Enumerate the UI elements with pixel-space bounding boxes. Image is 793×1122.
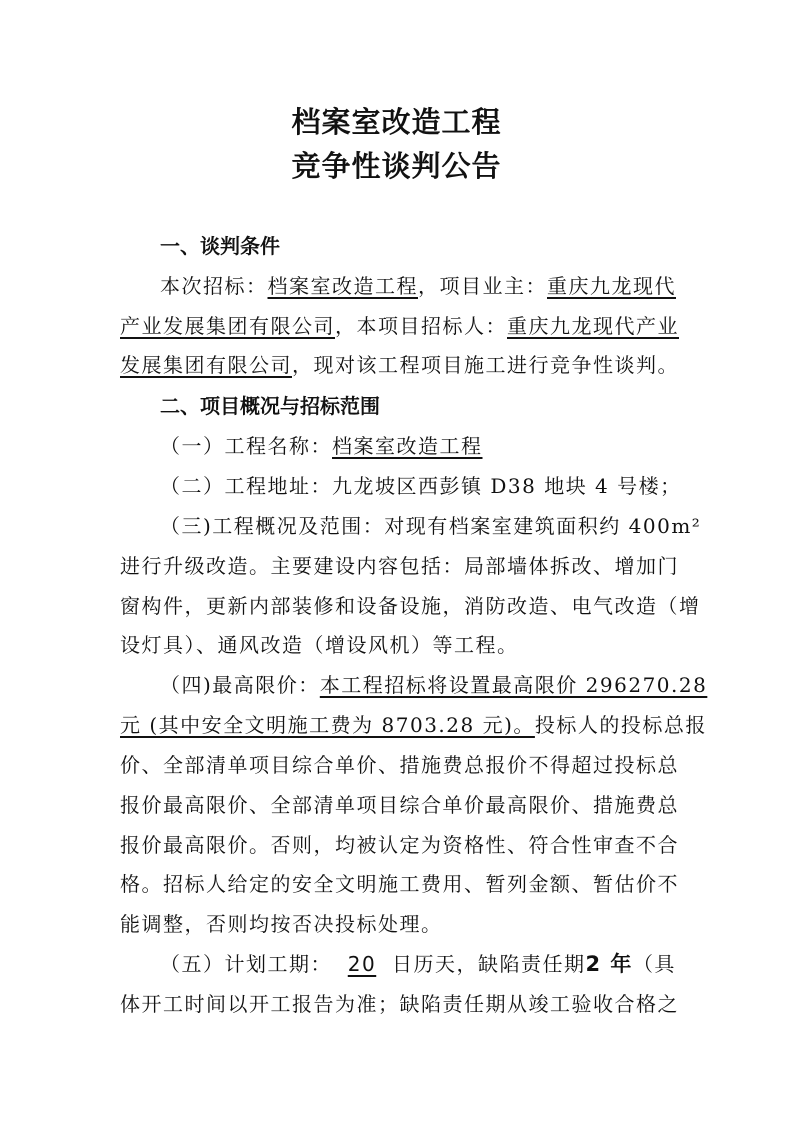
- paragraph-line: （三)工程概况及范围：对现有档案室建筑面积约 400m²: [160, 514, 702, 538]
- section-1-heading: 一、谈判条件: [160, 234, 280, 258]
- owner-name-underlined: 重庆九龙现代: [547, 274, 676, 298]
- owner-name-underlined: 产业发展集团有限公司: [120, 314, 335, 338]
- paragraph-line: 本次招标：档案室改造工程，项目业主：重庆九龙现代: [160, 274, 676, 298]
- title-line-1: 档案室改造工程: [291, 105, 502, 139]
- paragraph-line: 元 (其中安全文明施工费为 8703.28 元)。投标人的投标总报: [120, 713, 707, 737]
- project-name-underlined: 档案室改造工程: [267, 274, 418, 298]
- paragraph-line: （五）计划工期： 20 日历天，缺陷责任期2 年（具: [160, 952, 676, 976]
- price-cap-underlined: 本工程招标将设置最高限价 296270.28: [319, 673, 708, 697]
- period-days-blank: 20: [347, 952, 377, 976]
- paragraph-line: 窗构件，更新内部装修和设备设施，消防改造、电气改造（增: [120, 594, 701, 618]
- paragraph-line: 发展集团有限公司，现对该工程项目施工进行竞争性谈判。: [120, 353, 679, 377]
- project-name-underlined: 档案室改造工程: [332, 434, 483, 458]
- paragraph-line: 设灯具）、通风改造（增设风机）等工程。: [120, 633, 519, 657]
- price-cap-underlined: 元 (其中安全文明施工费为 8703.28 元)。: [120, 713, 535, 737]
- paragraph-line: 报价最高限价、全部清单项目综合单价最高限价、措施费总: [120, 793, 679, 817]
- paragraph-line: 产业发展集团有限公司，本项目招标人：重庆九龙现代产业: [120, 314, 679, 338]
- paragraph-line: 能调整，否则均按否决投标处理。: [120, 912, 443, 936]
- paragraph-line: 进行升级改造。主要建设内容包括：局部墙体拆改、增加门: [120, 554, 679, 578]
- defect-period-bold: 2 年: [585, 952, 633, 976]
- paragraph-line: 体开工时间以开工报告为准；缺陷责任期从竣工验收合格之: [120, 992, 679, 1016]
- paragraph-line: （四)最高限价：本工程招标将设置最高限价 296270.28: [160, 673, 708, 697]
- tenderer-name-underlined: 重庆九龙现代产业: [507, 314, 679, 338]
- paragraph-line: 格。招标人给定的安全文明施工费用、暂列金额、暂估价不: [120, 872, 679, 896]
- section-2-heading: 二、项目概况与招标范围: [160, 394, 380, 418]
- tenderer-name-underlined: 发展集团有限公司: [120, 353, 292, 377]
- paragraph-line: 价、全部清单项目综合单价、措施费总报价不得超过投标总: [120, 753, 679, 777]
- title-line-2: 竞争性谈判公告: [291, 149, 502, 183]
- paragraph-line: （一）工程名称：档案室改造工程: [160, 434, 483, 458]
- paragraph-line: 报价最高限价。否则，均被认定为资格性、符合性审查不合: [120, 833, 679, 857]
- paragraph-line: （二）工程地址：九龙坡区西彭镇 D38 地块 4 号楼；: [160, 474, 682, 498]
